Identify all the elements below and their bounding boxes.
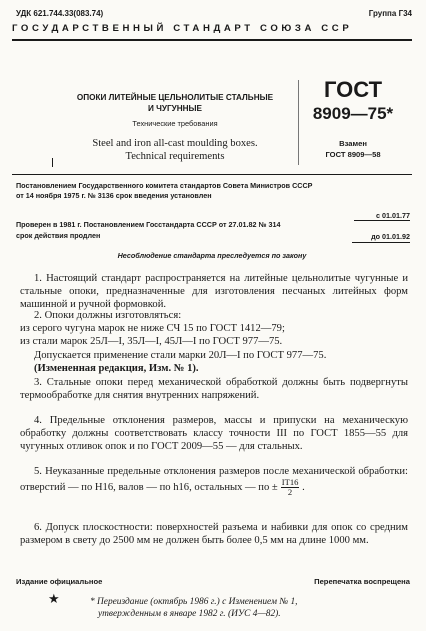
extended-date-underline (352, 242, 410, 243)
title-rule (12, 174, 412, 175)
paragraph-2-steel: из стали марок 25Л—I, 35Л—I, 45Л—I по ГОСТ 977—75. (20, 336, 283, 348)
paragraph-2-permit: Допускается применение стали марки 20Л—I по ГОСТ 977—75. (34, 349, 327, 361)
paragraph-2-intro: 2. Опоки должны изготовляться: (34, 310, 182, 321)
paragraph-3: 3. Стальные опоки перед механической обработкой должны быть подвергнуты термообработке для снятия внутренних напряжений. (20, 377, 408, 402)
fraction-numerator: IT16 (281, 477, 299, 488)
title-en-line-2: Technical requirements (125, 151, 225, 162)
group-code: Группа Г34 (368, 9, 412, 18)
title-ru-line-2: И ЧУГУННЫЕ (147, 104, 203, 113)
legal-notice: Несоблюдение стандарта преследуется по закону (117, 251, 307, 260)
decree-line-3: Проверен в 1981 г. Постановлением Госстандарта СССР от 27.01.82 № 314 (16, 220, 281, 229)
star-icon: ★ (48, 591, 60, 606)
replaces-label: Взамен (339, 139, 367, 148)
udk-code: УДК 621.744.33(083.74) (16, 9, 104, 18)
decree-line-1: Постановлением Государственного комитета стандартов Совета Министров СССР (16, 181, 313, 190)
reissue-note-line-2: утвержденным в январе 1982 г. (ИУС 4—82). (98, 609, 281, 619)
paragraph-1: 1. Настоящий стандарт распространяется на литейные цельнолитые чугунные и стальные опоки, предназначенные для изготовления песчаных литейных форм машинной и ручной формовкой. (20, 273, 408, 311)
extended-date: до 01.01.92 (371, 232, 410, 241)
paragraph-2-iron: из серого чугуна марок не ниже СЧ 15 по ГОСТ 1412—79; (20, 323, 285, 335)
decree-line-4: срок действия продлен (16, 231, 101, 240)
paragraph-2 (20, 309, 408, 375)
intro-date: с 01.01.77 (376, 211, 410, 220)
paragraph-6: 6. Допуск плоскостности: поверхностей разъема и набивки для опок со средним размером в свету до 2500 мм не должен быть более 0,5 мм на длине 1000 мм. (20, 522, 408, 547)
official-edition: Издание официальное (16, 577, 103, 586)
gost-number: 8909—75* (312, 104, 394, 123)
tolerance-fraction (281, 478, 300, 497)
gost-label: ГОСТ (323, 77, 383, 102)
standard-banner: ГОСУДАРСТВЕННЫЙ СТАНДАРТ СОЮЗА ССР (12, 23, 353, 34)
title-en (60, 137, 290, 163)
paragraph-4: 4. Предельные отклонения размеров, массы и припуски на механическую обработку должны соответствовать классу точности III по ГОСТ 1855—55 для чугунных отливок опок и по ГОСТ 2009—55 — для стальных. (20, 415, 408, 453)
header-rule (12, 39, 412, 41)
paragraph-5-text: 5. Неуказанные предельные отклонения размеров после механической обработки: отверстий — по H16, валов — по h16, остальных — по ± (20, 466, 408, 494)
title-ru (60, 92, 290, 114)
reissue-note (90, 596, 298, 620)
reissue-note-line-1: * Переиздание (октябрь 1986 г.) с Изменением № 1, (90, 597, 298, 607)
fraction-denominator: 2 (287, 487, 293, 498)
title-en-line-1: Steel and iron all-cast moulding boxes. (92, 138, 258, 149)
paragraph-5: 5. Неуказанные предельные отклонения размеров после механической обработки: отверстий — по H16, валов — по h16, остальных — по ± $\frac{IT16}{2}$ . (20, 466, 408, 498)
subtitle-ru: Технические требования (132, 119, 218, 128)
title-ru-line-1: ОПОКИ ЛИТЕЙНЫЕ ЦЕЛЬНОЛИТЫЕ СТАЛЬНЫЕ (76, 93, 274, 102)
tick-mark (52, 158, 53, 167)
replaces-value: ГОСТ 8909—58 (325, 150, 381, 159)
reprint-notice: Перепечатка воспрещена (314, 577, 410, 586)
decree-line-2: от 14 ноября 1975 г. № 3136 срок введения установлен (16, 191, 212, 200)
paragraph-2-amendment: (Измененная редакция, Изм. № 1). (34, 362, 199, 374)
